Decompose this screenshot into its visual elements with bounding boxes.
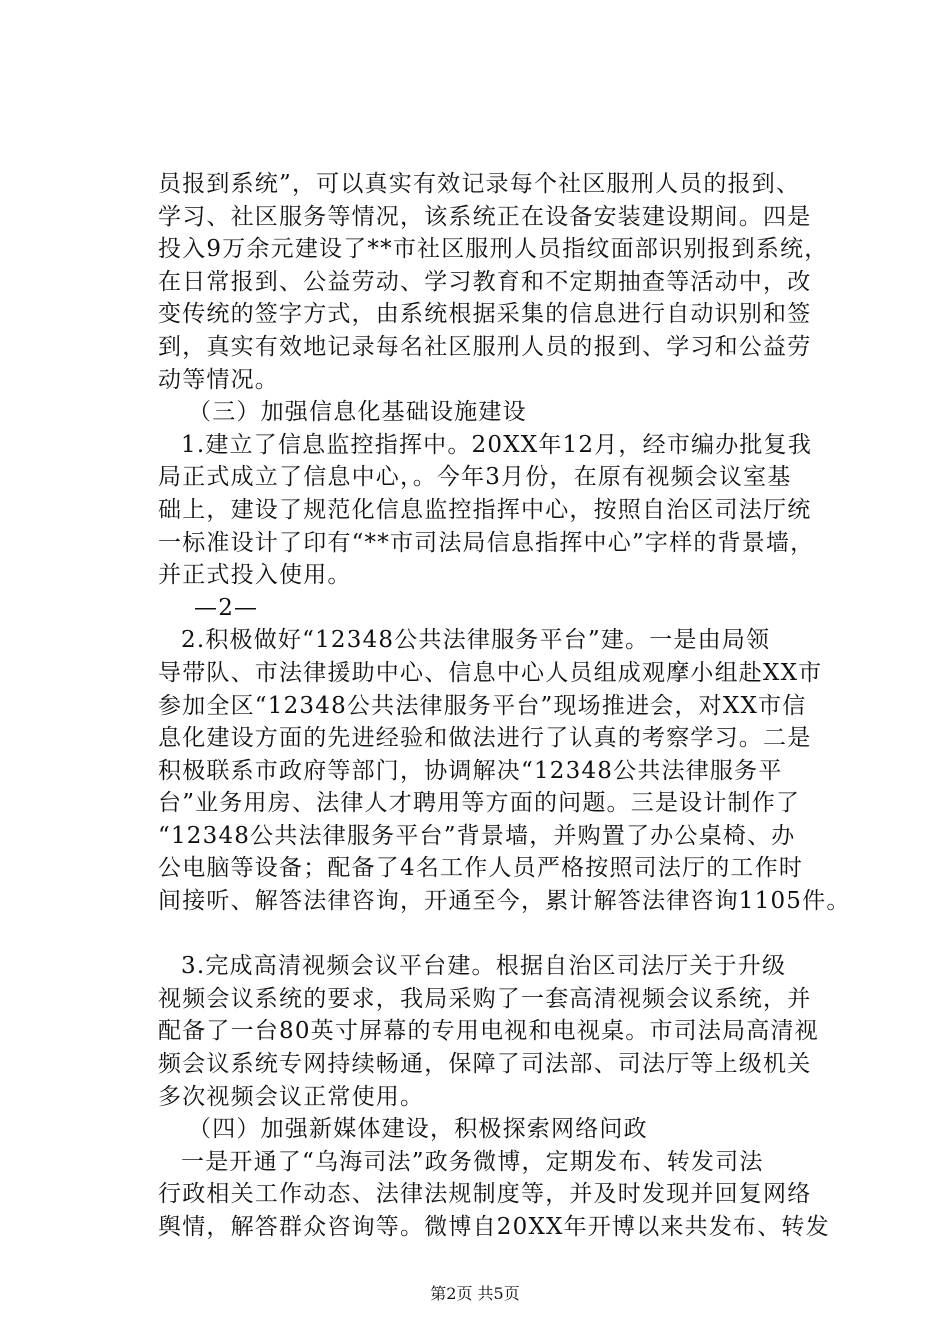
section-heading: （四）加强新媒体建设，积极探索网络问政 <box>188 1116 648 1143</box>
paragraph-line: 投入9万余元建设了**市社区服刑人员指纹面部识别报到系统， <box>158 236 829 263</box>
inline-page-number: —2— <box>194 594 259 621</box>
paragraph-line: 台”业务用房、法律人才聘用等方面的问题。三是设计制作了 <box>158 790 801 817</box>
paragraph-line: 局正式成立了信息中心，。今年3月份，在原有视频会议室基 <box>158 464 792 491</box>
paragraph-line: 多次视频会议正常使用。 <box>158 1083 425 1110</box>
paragraph-line: 间接听、解答法律咨询，开通至今，累计解答法律咨询1105件。 <box>158 888 851 915</box>
paragraph-line: 员报到系统”，可以真实有效记录每个社区服刑人员的报到、 <box>158 171 801 197</box>
page-number-label: 第2页 共5页 <box>430 1284 520 1303</box>
paragraph-line: 行政相关工作动态、法律法规制度等，并及时发现并回复网络 <box>158 1181 812 1208</box>
paragraph-line: 公电脑等设备；配备了4名工作人员严格按照司法厅的工作时 <box>158 855 804 882</box>
page-footer <box>0 1284 950 1304</box>
paragraph-line: 础上，建设了规范化信息监控指挥中心，按照自治区司法厅统 <box>158 496 812 523</box>
paragraph-line: 息化建设方面的先进经验和做法进行了认真的考察学习。二是 <box>158 725 812 752</box>
paragraph-line: 一标准设计了印有“**市司法局信息指挥中心”字样的背景墙， <box>158 529 815 556</box>
paragraph-line: 积极联系市政府等部门，协调解决“12348公共法律服务平 <box>158 757 783 784</box>
paragraph-line: 并正式投入使用。 <box>158 562 352 589</box>
paragraph-line: 3.完成高清视频会议平台建。根据自治区司法厅关于升级 <box>181 953 787 980</box>
paragraph-line: 学习、社区服务等情况，该系统正在设备安装建设期间。四是 <box>158 203 812 230</box>
paragraph-line: 配备了一台80英寸屏幕的专用电视和电视桌。市司法局高清视 <box>158 1018 819 1045</box>
paragraph-line: 2.积极做好“12348公共法律服务平台”建。一是由局领 <box>181 627 771 654</box>
paragraph-line: 在日常报到、公益劳动、学习教育和不定期抽查等活动中，改 <box>158 268 812 295</box>
paragraph-line: “12348公共法律服务平台”背景墙，并购置了办公桌椅、办 <box>158 822 796 849</box>
section-heading: （三）加强信息化基础设施建设 <box>188 399 527 426</box>
blank-line <box>158 918 838 951</box>
paragraph-line: 变传统的签字方式，由系统根据采集的信息进行自动识别和签 <box>158 301 812 328</box>
paragraph-line: 一是开通了“乌海司法”政务微博，定期发布、转发司法 <box>181 1148 764 1175</box>
paragraph-line: 舆情，解答群众咨询等。微博自20XX年开博以来共发布、转发 <box>158 1214 830 1240</box>
document-body <box>158 168 851 1244</box>
paragraph-line: 导带队、市法律援助中心、信息中心人员组成观摩小组赴XX市 <box>158 659 823 686</box>
paragraph-line: 1.建立了信息监控指挥中。20XX年12月，经市编办批复我 <box>181 431 813 458</box>
paragraph-line: 动等情况。 <box>158 366 279 393</box>
paragraph-line: 频会议系统专网持续畅通，保障了司法部、司法厅等上级机关 <box>158 1051 812 1078</box>
paragraph-line: 到，真实有效地记录每名社区服刑人员的报到、学习和公益劳 <box>158 333 812 360</box>
paragraph-line: 参加全区“12348公共法律服务平台”现场推进会，对XX市信 <box>158 692 807 719</box>
paragraph-line: 视频会议系统的要求，我局采购了一套高清视频会议系统，并 <box>158 985 812 1012</box>
